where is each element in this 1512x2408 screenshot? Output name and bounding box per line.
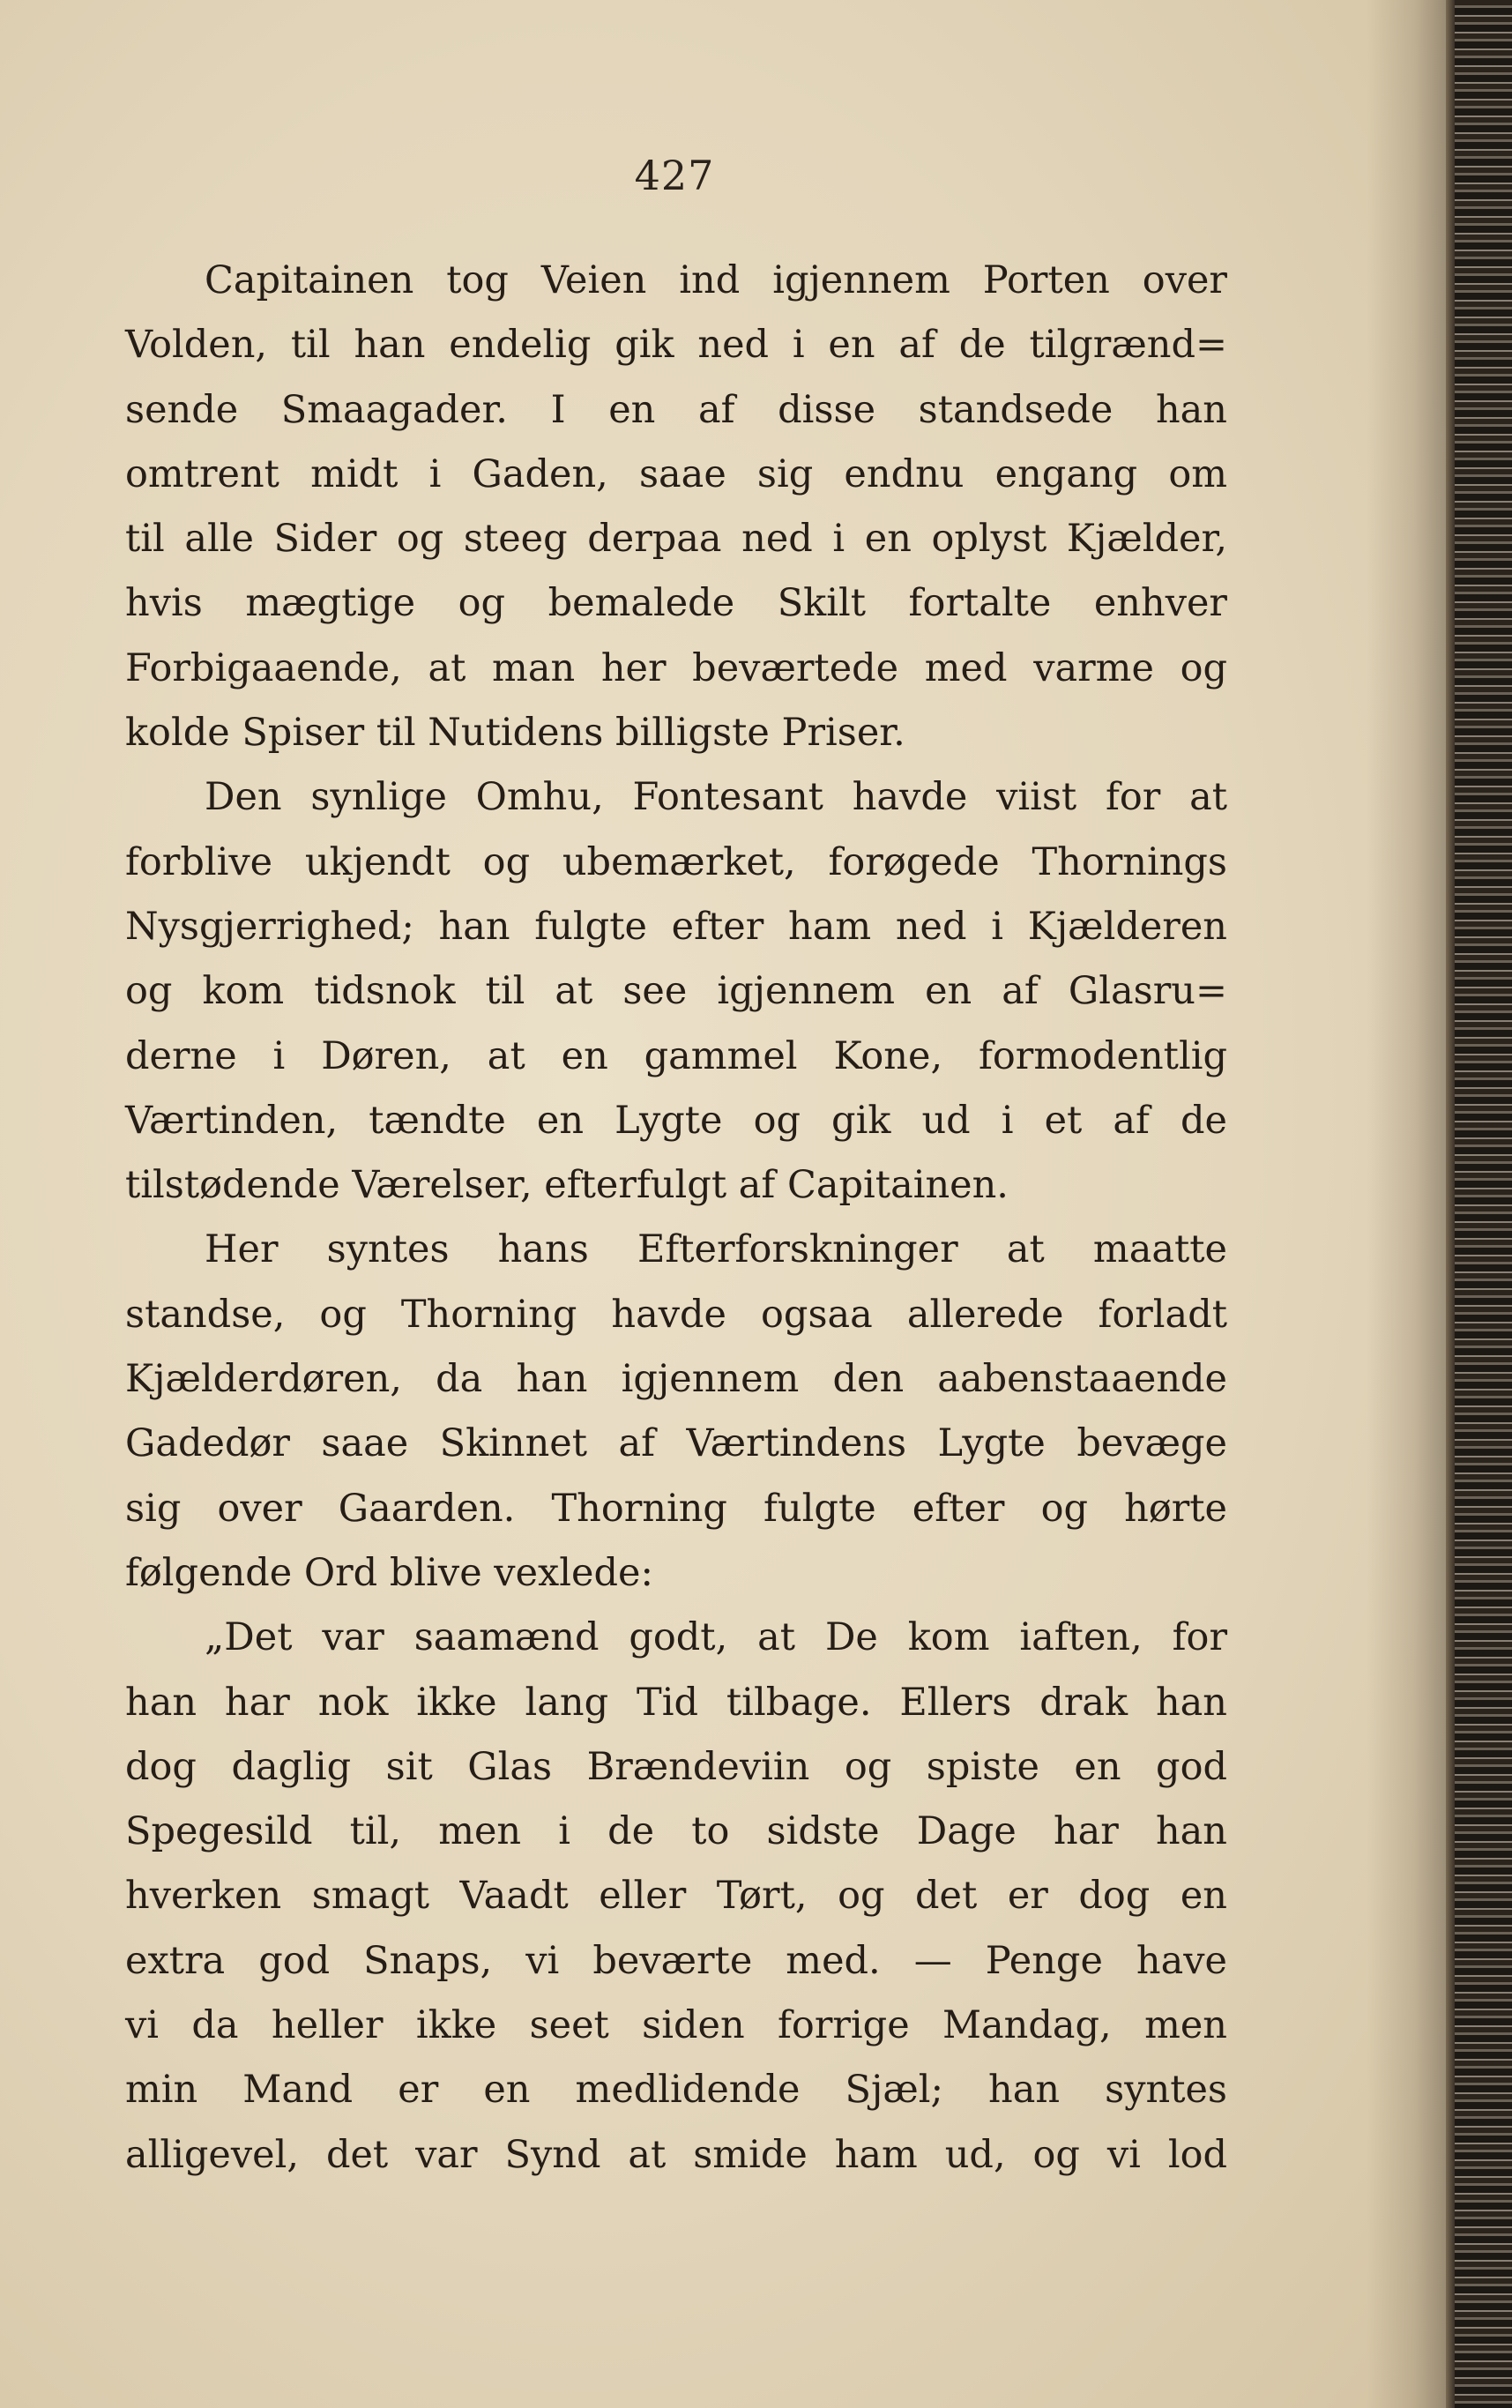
text-line: sende Smaagader. I en af disse standsede han (125, 387, 1227, 432)
text-line: Den synlige Omhu, Fontesant havde viist for at (205, 775, 1227, 820)
text-line: tilstødende Værelser, efterfulgt af Capitainen. (125, 1163, 1009, 1208)
text-line: Gadedør saae Skinnet af Værtindens Lygte bevæge (125, 1421, 1227, 1466)
text-line: hverken smagt Vaadt eller Tørt, og det er dog en (125, 1874, 1227, 1919)
text-line: følgende Ord blive vexlede: (125, 1550, 653, 1595)
binding-edge (1446, 0, 1455, 2408)
text-line: dog daglig sit Glas Brændeviin og spiste en god (125, 1744, 1227, 1789)
text-line: alligevel, det var Synd at smide ham ud, og vi lod (125, 2132, 1227, 2177)
text-line: Her syntes hans Efterforskninger at maatte (205, 1227, 1227, 1272)
text-line: derne i Døren, at en gammel Kone, formodentlig (125, 1033, 1227, 1078)
page-edge-stack (1446, 0, 1512, 2408)
text-line: extra god Snaps, vi beværte med. — Penge have (125, 1938, 1227, 1983)
text-line: standse, og Thorning havde ogsaa allerede forladt (125, 1292, 1227, 1337)
text-line: Spegesild til, men i de to sidste Dage har han (125, 1809, 1227, 1854)
text-line: omtrent midt i Gaden, saae sig endnu engang om (125, 451, 1227, 496)
text-line: kolde Spiser til Nutidens billigste Priser. (125, 711, 905, 756)
text-line: forblive ukjendt og ubemærket, forøgede Thornings (125, 839, 1227, 884)
page-number: 427 (634, 152, 715, 199)
text-line: Nysgjerrighed; han fulgte efter ham ned i Kjælderen (125, 904, 1227, 949)
text-line: han har nok ikke lang Tid tilbage. Ellers drak han (125, 1680, 1227, 1725)
text-line: „Det var saamænd godt, at De kom iaften, for (205, 1615, 1227, 1660)
text-line: Capitainen tog Veien ind igjennem Porten over (205, 258, 1227, 302)
text-line: og kom tidsnok til at see igjennem en af Glasru= (125, 969, 1227, 1014)
text-line: sig over Gaarden. Thorning fulgte efter og hørte (125, 1486, 1227, 1531)
text-line: Volden, til han endelig gik ned i en af de tilgrænd= (125, 323, 1227, 368)
text-line: til alle Sider og steeg derpaa ned i en oplyst Kjælder, (125, 517, 1227, 562)
gutter-shadow (1367, 0, 1446, 2408)
text-line: Forbigaaende, at man her beværtede med varme og (125, 645, 1227, 690)
body-text (125, 249, 1227, 2188)
text-line: min Mand er en medlidende Sjæl; han syntes (125, 2068, 1227, 2113)
text-line: vi da heller ikke seet siden forrige Mandag, men (125, 2003, 1227, 2048)
text-line: Kjælderdøren, da han igjennem den aabenstaaende (125, 1357, 1227, 1402)
text-line: Værtinden, tændte en Lygte og gik ud i et af de (125, 1098, 1227, 1143)
text-line: hvis mægtige og bemalede Skilt fortalte enhver (125, 581, 1227, 626)
